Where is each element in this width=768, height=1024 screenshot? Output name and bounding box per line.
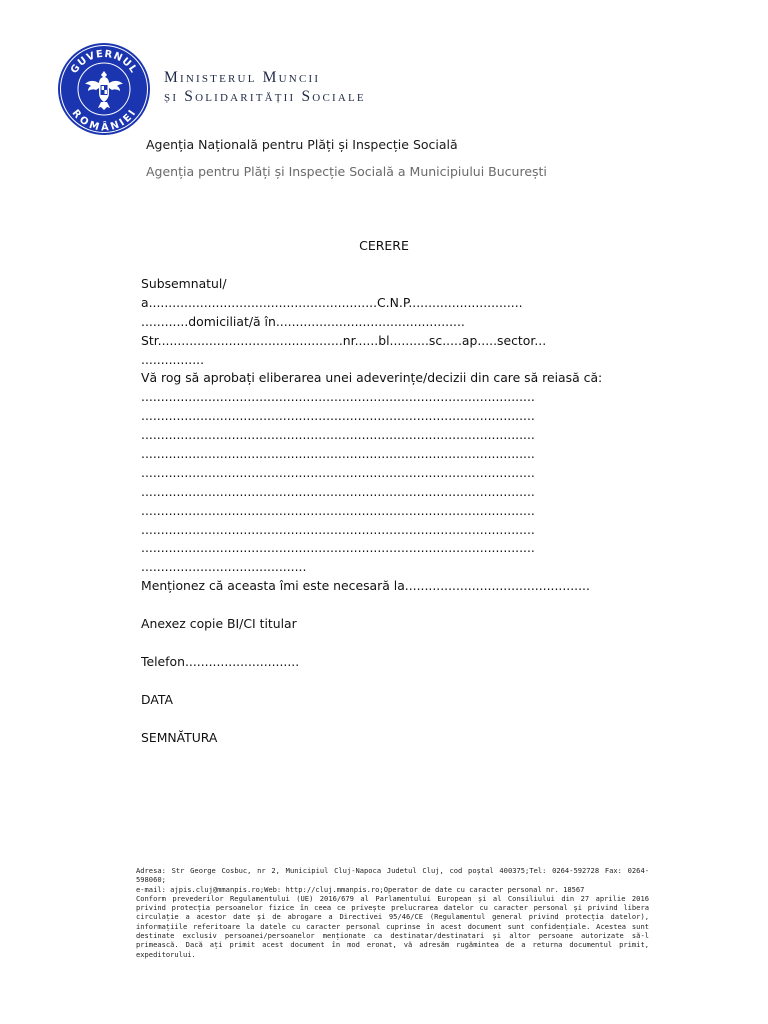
- form-line: a..........................................................C.N.P.............................: [141, 294, 523, 310]
- form-line: ....................................................................................................: [141, 389, 535, 405]
- document-title: CERERE: [359, 238, 409, 253]
- form-line: ....................................................................................................: [141, 446, 535, 462]
- emblem-ring-top-text: GUVERNUL: [68, 48, 140, 76]
- form-line: ....................................................................................................: [141, 408, 535, 424]
- romanian-government-emblem-icon: [56, 41, 152, 137]
- form-line: ............domiciliat/ă în................................................: [141, 313, 465, 329]
- form-line: Menționez că aceasta îmi este necesară la...............................................: [141, 578, 590, 594]
- form-line: ....................................................................................................: [141, 483, 535, 499]
- form-line: Vă rog să aprobați eliberarea unei adeverințe/decizii din care să reiasă că:: [141, 370, 603, 386]
- signature-label: SEMNĂTURA: [141, 729, 218, 745]
- form-line: ................: [141, 351, 205, 367]
- footer-notice: [136, 866, 649, 959]
- emblem-ring-bottom-text: ROMÂNIEI: [69, 107, 139, 134]
- form-line: ....................................................................................................: [141, 521, 535, 537]
- form-line: ..........................................: [141, 559, 307, 575]
- phone-line: Telefon.............................: [141, 654, 300, 670]
- footer-contact: e-mail: ajpis.cluj@mmanpis.ro;Web: http://cluj.mmanpis.ro;Operator de date cu caracter personal nr. 18567: [136, 884, 585, 894]
- form-line: Subsemnatul/: [141, 276, 227, 291]
- national-agency-name: Agenția Națională pentru Plăți și Inspecție Socială: [146, 137, 458, 152]
- form-line: ....................................................................................................: [141, 464, 535, 480]
- footer-gdpr-notice: Conform prevederilor Regulamentului (UE) 2016/679 al Parlamentului European și al Consiliului din 27 aprilie 2016 privind protecția persoanelor fizice în ceea ce privește prelucrarea datelor cu caracter personal și privind libera circulație a acestor date și de abrogare a Directivei 95/46/CE (Regulamentul general privind protecția datelor), informațiile referitoare la datele cu caracter personal cuprinse în acest document sunt confidențiale. Acestea sunt destinate exclusiv persoanei/persoanelor menționate ca destinatar/destinatari și altor persoane autorizate să-l primească. Dacă ați primit acest document în mod eronat, vă adresăm rugămintea de a returna documentul primit, expeditorului.: [136, 893, 649, 959]
- date-label: DATA: [141, 691, 173, 707]
- form-line: ....................................................................................................: [141, 427, 535, 443]
- ministry-name-line2: și Solidarității Sociale: [164, 88, 366, 105]
- annex-line: Anexez copie BI/CI titular: [141, 616, 297, 632]
- footer-address: Adresa: Str George Cosbuc, nr 2, Municipiul Cluj-Napoca Judetul Cluj, cod poștal 400375;Tel: 0264-592728 Fax: 0264-598060;: [136, 866, 649, 885]
- ministry-name-line1: Ministerul Muncii: [164, 69, 321, 86]
- form-line: ....................................................................................................: [141, 540, 535, 556]
- form-line: Str...............................................nr......bl..........sc.....ap.....sector...: [141, 332, 547, 348]
- ministry-name: [164, 68, 366, 106]
- local-agency-name: Agenția pentru Plăți și Inspecție Socială a Municipiului București: [146, 164, 547, 179]
- form-line: ....................................................................................................: [141, 502, 535, 518]
- request-form-body: [141, 275, 651, 748]
